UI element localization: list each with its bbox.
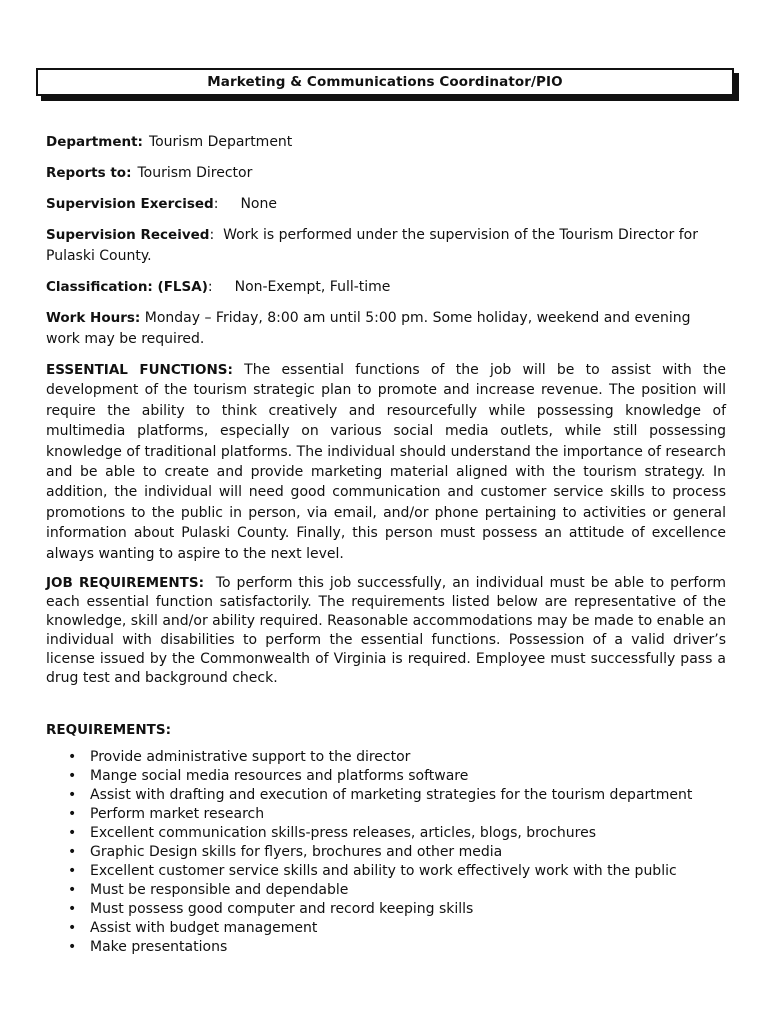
list-item — [46, 919, 726, 938]
list-item — [46, 938, 726, 957]
department-value: Tourism Department — [148, 134, 293, 150]
list-item — [46, 786, 726, 805]
supervision-received-field — [46, 225, 726, 267]
bullet-icon: • — [68, 806, 77, 823]
supervision-exercised-value: None — [240, 196, 277, 212]
bullet-icon: • — [68, 920, 77, 937]
list-item-text: Must possess good computer and record keeping skills — [90, 901, 474, 918]
list-item-text: Graphic Design skills for flyers, brochures and other media — [90, 844, 503, 861]
list-item — [46, 805, 726, 824]
list-item-text: Excellent communication skills-press releases, articles, blogs, brochures — [90, 825, 596, 842]
list-item — [46, 824, 726, 843]
job-requirements-text: To perform this job successfully, an individual must be able to perform each essential function satisfactorily. The requirements listed below are representative of the knowledge, skill and/or ability required. Reasonable accommodations may be made to enable an individual with disabilities to perform the essential functions. Possession of a valid driver’s license issued by the Commonwealth of Virginia is required. Employee must successfully pass a drug test and background check. — [46, 575, 726, 687]
list-item — [46, 881, 726, 900]
essential-functions-text: The essential functions of the job will be to assist with the development of the tourism strategic plan to promote and increase revenue. The position will require the ability to think creatively and resourcefully while possessing knowledge of multimedia platforms, especially on various social media outlets, while still possessing knowledge of traditional platforms. The individual should understand the importance of research and be able to create and provide marketing material aligned with the tourism strategy. In addition, the individual will need good communication and customer service skills to process promotions to the public in person, via email, and/or phone pertaining to activities or general information about Pulaski County. Finally, this person must possess an attitude of excellence always wanting to aspire to the next level. — [46, 362, 726, 562]
supervision-received-colon: : — [209, 227, 215, 243]
list-item-text: Make presentations — [90, 939, 228, 956]
classification-value: Non-Exempt, Full-time — [234, 279, 391, 295]
requirements-heading: REQUIREMENTS: — [46, 722, 171, 739]
bullet-icon: • — [68, 825, 77, 842]
list-item-text: Perform market research — [90, 806, 265, 823]
bullet-icon: • — [68, 844, 77, 861]
list-item — [46, 862, 726, 881]
supervision-exercised-field — [46, 194, 726, 215]
classification-field — [46, 277, 726, 298]
document-body — [46, 132, 726, 957]
reports-to-value: Tourism Director — [137, 165, 253, 181]
department-field — [46, 132, 726, 153]
job-requirements-label: JOB REQUIREMENTS: — [46, 575, 204, 592]
list-item — [46, 900, 726, 919]
list-item — [46, 748, 726, 767]
list-item-text: Mange social media resources and platforms software — [90, 768, 469, 785]
bullet-icon: • — [68, 882, 77, 899]
bullet-icon: • — [68, 939, 77, 956]
list-item-text: Assist with drafting and execution of marketing strategies for the tourism department — [90, 787, 693, 804]
title-box — [36, 68, 734, 96]
supervision-received-label: Supervision Received — [46, 227, 210, 243]
classification-label: Classification: (FLSA) — [46, 279, 208, 295]
essential-functions-label: ESSENTIAL FUNCTIONS: — [46, 362, 233, 378]
bullet-icon: • — [68, 863, 77, 880]
list-item-text: Assist with budget management — [90, 920, 318, 937]
list-item-text: Provide administrative support to the director — [90, 749, 411, 766]
requirements-list — [46, 748, 726, 957]
list-item — [46, 767, 726, 786]
reports-to-label: Reports to: — [46, 165, 132, 181]
supervision-exercised-colon: : — [213, 196, 219, 212]
list-item-text: Excellent customer service skills and ability to work effectively work with the public — [90, 863, 677, 880]
bullet-icon: • — [68, 787, 77, 804]
department-label: Department: — [46, 134, 143, 150]
bullet-icon: • — [68, 768, 77, 785]
work-hours-label: Work Hours: — [46, 310, 141, 326]
bullet-icon: • — [68, 901, 77, 918]
work-hours-value: Monday – Friday, 8:00 am until 5:00 pm. Some holiday, weekend and evening work may be required. — [46, 310, 691, 347]
essential-functions-paragraph — [46, 360, 726, 564]
reports-to-field — [46, 163, 726, 184]
bullet-icon: • — [68, 749, 77, 766]
list-item-text: Must be responsible and dependable — [90, 882, 349, 899]
job-requirements-paragraph — [46, 574, 726, 688]
supervision-received-value: Work is performed under the supervision of the Tourism Director for Pulaski County. — [46, 227, 698, 264]
work-hours-field — [46, 308, 726, 350]
document-title: Marketing & Communications Coordinator/PIO — [207, 74, 563, 90]
classification-colon: : — [207, 279, 213, 295]
supervision-exercised-label: Supervision Exercised — [46, 196, 214, 212]
list-item — [46, 843, 726, 862]
